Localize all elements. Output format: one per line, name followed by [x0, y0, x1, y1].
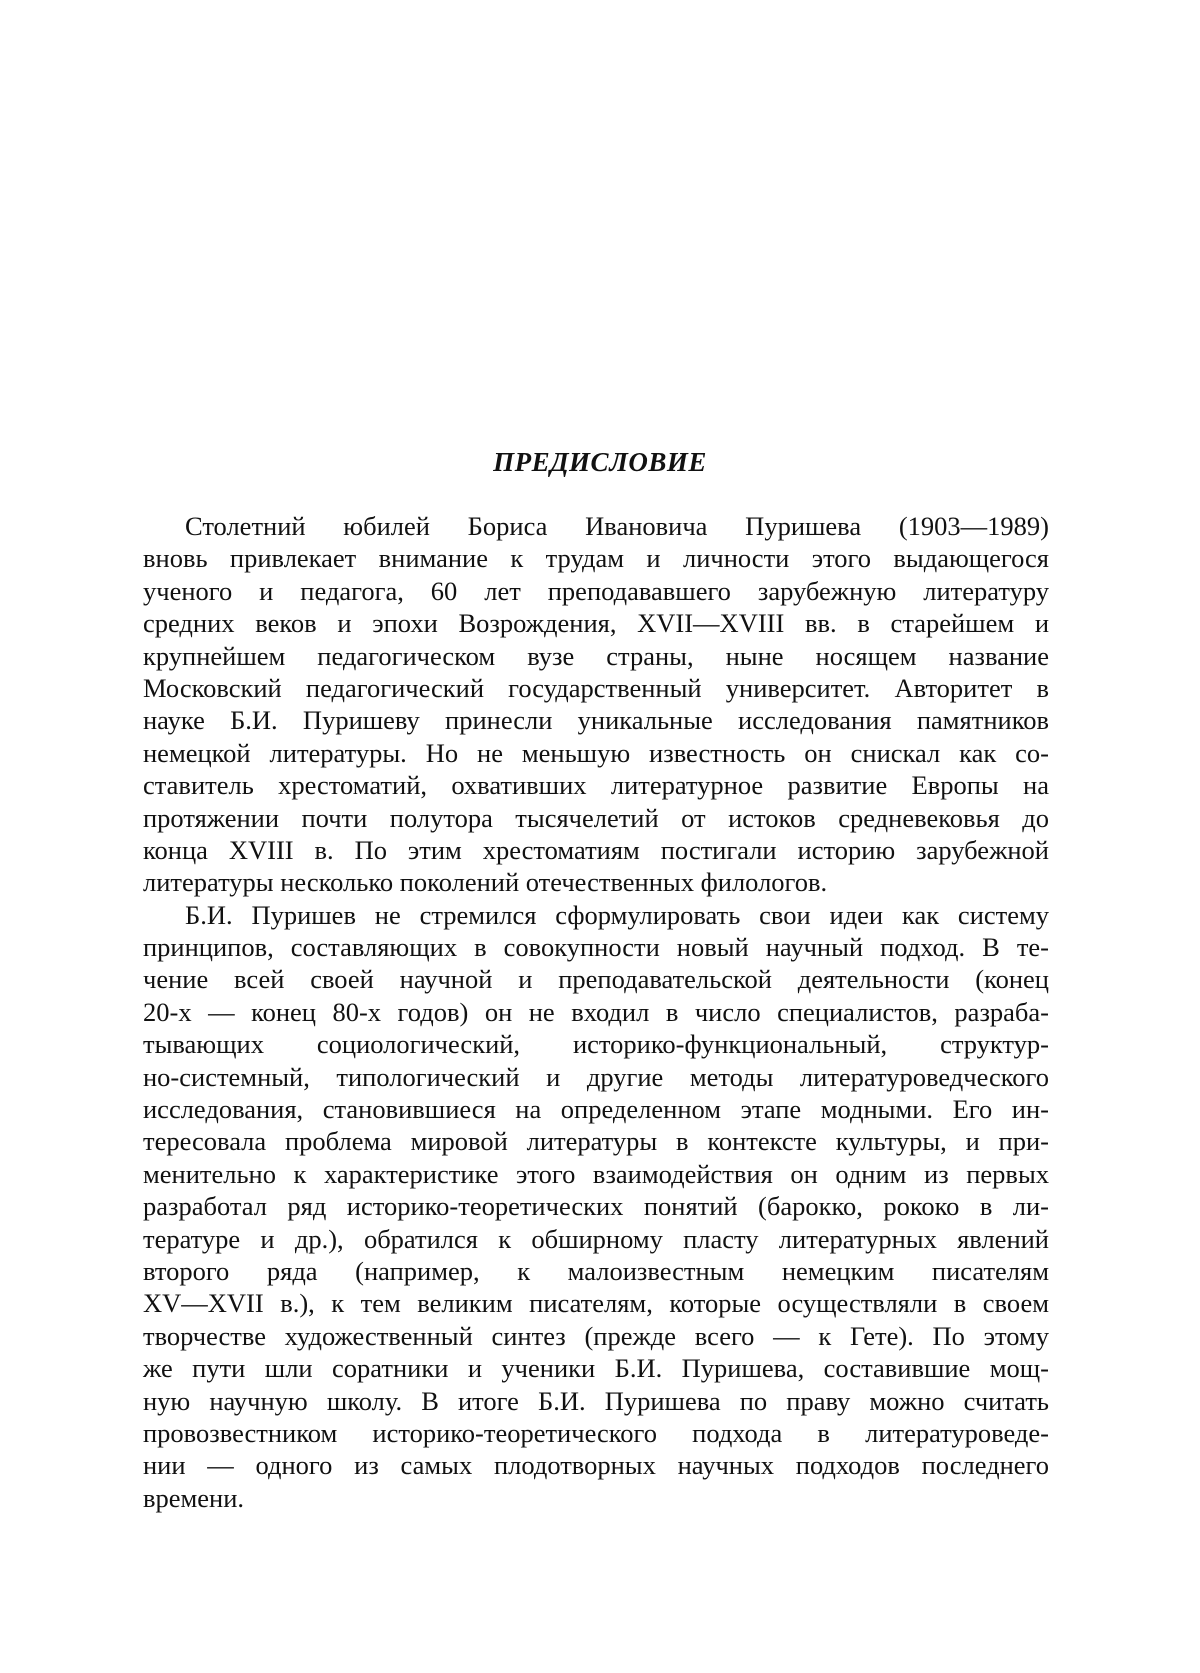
text-line: провозвестником историко-теоретического подхода в литературоведе-: [143, 1417, 1049, 1448]
text-line: тересовала проблема мировой литературы в контексте культуры, и при-: [143, 1126, 1049, 1157]
paragraph: [143, 510, 1049, 899]
text-line: 20-х — конец 80-х годов) он не входил в число специалистов, разраба-: [143, 996, 1049, 1027]
text-line: творчестве художественный синтез (прежде всего — к Гете). По этому: [143, 1320, 1049, 1351]
text-line: протяжении почти полутора тысячелетий от истоков средневековья до: [143, 802, 1049, 833]
text-line: второго ряда (например, к малоизвестным немецким писателям: [143, 1255, 1049, 1286]
text-line: ную научную школу. В итоге Б.И. Пуришева по праву можно считать: [143, 1385, 1049, 1416]
text-line: XV—XVII в.), к тем великим писателям, которые осуществляли в своем: [143, 1288, 1049, 1319]
text-line: средних веков и эпохи Возрождения, XVII—XVIII вв. в старейшем и: [143, 608, 1049, 639]
text-line: немецкой литературы. Но не меньшую известность он снискал как со-: [143, 737, 1049, 768]
text-line: Столетний юбилей Бориса Ивановича Пуришева (1903—1989): [185, 511, 1049, 541]
text-line: но-системный, типологический и другие методы литературоведческого: [143, 1061, 1049, 1092]
text-line: крупнейшем педагогическом вузе страны, ныне носящем название: [143, 640, 1049, 671]
paragraph: [143, 899, 1049, 1514]
text-line: Б.И. Пуришев не стремился сформулировать свои идеи как систему: [185, 899, 1049, 930]
text-line: Московский педагогический государственный университет. Авторитет в: [143, 672, 1049, 703]
text-line: тературе и др.), обратился к обширному пласту литературных явлений: [143, 1223, 1049, 1254]
document-body: [143, 510, 1049, 1514]
text-line: науке Б.И. Пуришеву принесли уникальные исследования памятников: [143, 705, 1049, 736]
text-line: ученого и педагога, 60 лет преподававшего зарубежную литературу: [143, 575, 1049, 606]
text-line: нии — одного из самых плодотворных научных подходов последнего: [143, 1450, 1049, 1481]
text-line: чение всей своей научной и преподавательской деятельности (конец: [143, 964, 1049, 995]
text-line: тывающих социологический, историко-функциональный, структур-: [143, 1029, 1049, 1060]
text-line: конца XVIII в. По этим хрестоматиям постигали историю зарубежной: [143, 834, 1049, 865]
text-line: исследования, становившиеся на определенном этапе модными. Его ин-: [143, 1094, 1049, 1125]
text-line: времени.: [143, 1482, 245, 1513]
text-line: менительно к характеристике этого взаимодействия он одним из первых: [143, 1158, 1049, 1189]
text-line: принципов, составляющих в совокупности новый научный подход. В те-: [143, 932, 1049, 963]
text-line: литературы несколько поколений отечественных филологов.: [143, 867, 828, 898]
text-line: же пути шли соратники и ученики Б.И. Пуришева, составившие мощ-: [143, 1353, 1049, 1384]
text-line: ставитель хрестоматий, охвативших литературное развитие Европы на: [143, 770, 1049, 801]
text-line: вновь привлекает внимание к трудам и личности этого выдающегося: [143, 543, 1049, 574]
page-title: ПРЕДИСЛОВИЕ: [493, 447, 707, 477]
text-line: разработал ряд историко-теоретических понятий (барокко, рококо в ли-: [143, 1191, 1049, 1222]
